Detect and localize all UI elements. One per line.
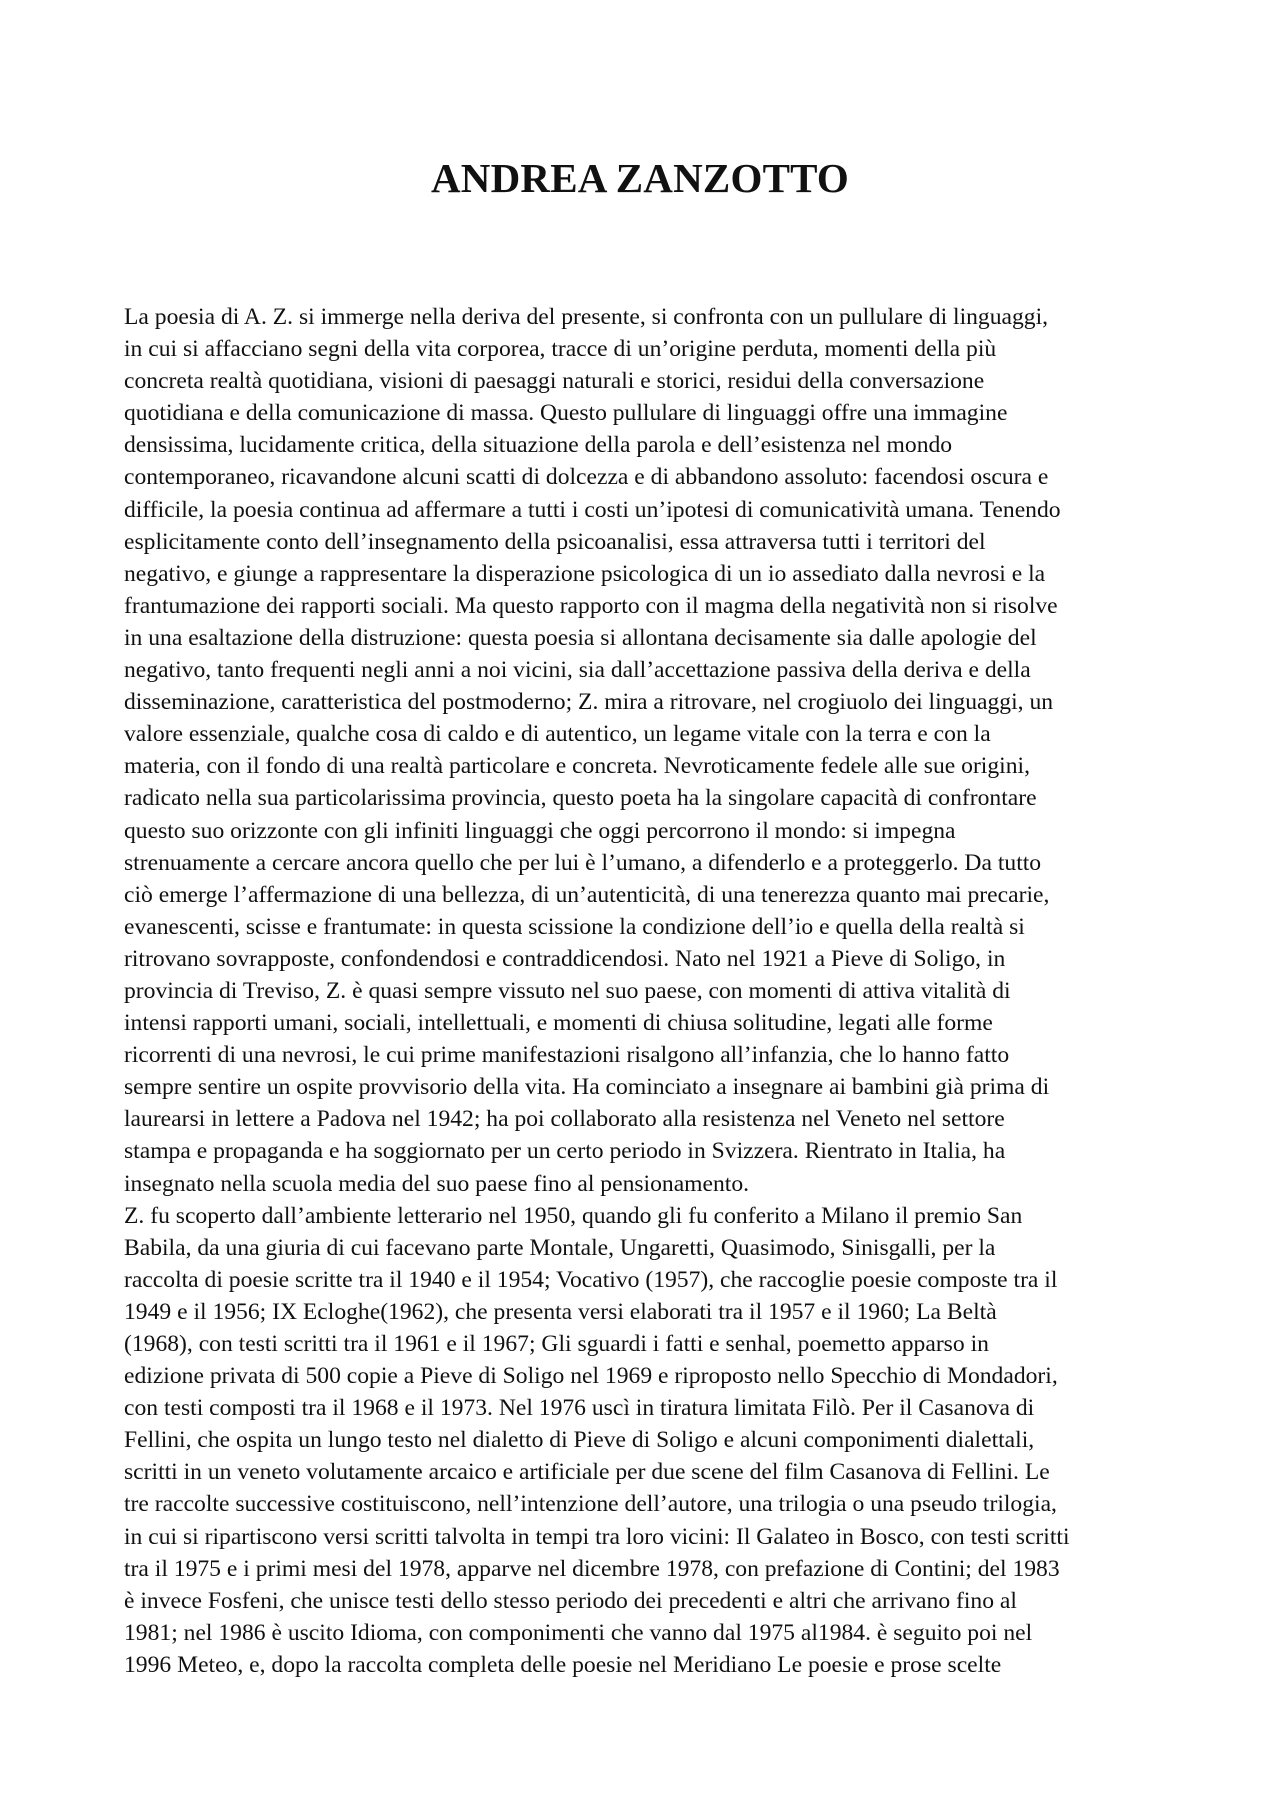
text-line: è invece Fosfeni, che unisce testi dello stesso periodo dei precedenti e altri che arrivano fino al — [124, 1587, 1017, 1614]
text-line: in cui si affacciano segni della vita corporea, tracce di un’origine perduta, momenti della più — [124, 336, 997, 363]
text-line: contemporaneo, ricavandone alcuni scatti di dolcezza e di abbandono assoluto: facendosi oscura e — [124, 464, 1049, 491]
text-line: negativo, tanto frequenti negli anni a noi vicini, sia dall’accettazione passiva della deriva e della — [124, 657, 1031, 684]
text-line: in una esaltazione della distruzione: questa poesia si allontana decisamente sia dalle apologie del — [124, 624, 1037, 651]
document-title: ANDREA ZANZOTTO — [430, 155, 850, 201]
text-line: radicato nella sua particolarissima provincia, questo poeta ha la singolare capacità di confrontare — [124, 785, 1037, 812]
text-line: tra il 1975 e i primi mesi del 1978, apparve nel dicembre 1978, con prefazione di Contini; del 1983 — [124, 1555, 1060, 1582]
text-line: 1996 Meteo, e, dopo la raccolta completa delle poesie nel Meridiano Le poesie e prose scelte — [124, 1651, 1002, 1678]
text-line: esplicitamente conto dell’insegnamento della psicoanalisi, essa attraversa tutti i territori del — [124, 528, 986, 555]
text-line: 1949 e il 1956; IX Ecloghe(1962), che presenta versi elaborati tra il 1957 e il 1960; La Beltà — [124, 1298, 997, 1325]
text-line: raccolta di poesie scritte tra il 1940 e il 1954; Vocativo (1957), che raccoglie poesie composte tra il — [124, 1266, 1058, 1293]
text-line: evanescenti, scisse e frantumate: in questa scissione la condizione dell’io e quella della realtà si — [124, 913, 1025, 940]
text-line: disseminazione, caratteristica del postmoderno; Z. mira a ritrovare, nel crogiuolo dei linguaggi, un — [124, 689, 1054, 716]
text-line: materia, con il fondo di una realtà particolare e concreta. Nevroticamente fedele alle sue origini, — [124, 753, 1030, 780]
text-line: negativo, e giunge a rappresentare la disperazione psicologica di un io assediato dalla nevrosi e la — [124, 560, 1046, 587]
document-body — [124, 301, 1174, 1681]
text-line: ricorrenti di una nevrosi, le cui prime manifestazioni risalgono all’infanzia, che lo hanno fatto — [124, 1042, 1010, 1069]
text-line: con testi composti tra il 1968 e il 1973. Nel 1976 uscì in tiratura limitata Filò. Per il Casanova di — [124, 1395, 1035, 1422]
text-line: quotidiana e della comunicazione di massa. Questo pullulare di linguaggi offre una immagine — [124, 400, 1008, 427]
text-line: concreta realtà quotidiana, visioni di paesaggi naturali e storici, residui della conversazione — [124, 368, 985, 395]
text-line: ciò emerge l’affermazione di una bellezza, di un’autenticità, di una tenerezza quanto mai precarie, — [124, 881, 1050, 908]
text-line: (1968), con testi scritti tra il 1961 e il 1967; Gli sguardi i fatti e senhal, poemetto apparso in — [124, 1331, 989, 1357]
text-line: scritti in un veneto volutamente arcaico e artificiale per due scene del film Casanova di Fellini. Le — [124, 1459, 1050, 1486]
text-line: sempre sentire un ospite provvisorio della vita. Ha cominciato a insegnare ai bambini già prima di — [124, 1074, 1050, 1101]
text-line: intensi rapporti umani, sociali, intellettuali, e momenti di chiusa solitudine, legati alle forme — [124, 1010, 993, 1037]
text-line: frantumazione dei rapporti sociali. Ma questo rapporto con il magma della negatività non si risolve — [124, 592, 1058, 619]
text-line: Babila, da una giuria di cui facevano parte Montale, Ungaretti, Quasimodo, Sinisgalli, per la — [124, 1234, 996, 1261]
text-line: La poesia di A. Z. si immerge nella deriva del presente, si confronta con un pullulare di linguaggi, — [124, 304, 1049, 330]
text-line: difficile, la poesia continua ad affermare a tutti i costi un’ipotesi di comunicatività umana. Tenendo — [124, 496, 1061, 523]
text-line: Z. fu scoperto dall’ambiente letterario nel 1950, quando gli fu conferito a Milano il premio San — [124, 1202, 1023, 1229]
text-line: strenuamente a cercare ancora quello che per lui è l’umano, a difenderlo e a proteggerlo. Da tutto — [124, 849, 1042, 876]
text-line: 1981; nel 1986 è uscito Idioma, con componimenti che vanno dal 1975 al1984. è seguito poi nel — [124, 1619, 1033, 1646]
text-line: Fellini, che ospita un lungo testo nel dialetto di Pieve di Soligo e alcuni componimenti dialettali, — [124, 1427, 1035, 1454]
text-line: edizione privata di 500 copie a Pieve di Soligo nel 1969 e riproposto nello Specchio di Mondadori, — [124, 1363, 1058, 1390]
text-line: valore essenziale, qualche cosa di caldo e di autentico, un legame vitale con la terra e con la — [124, 721, 991, 748]
text-line: insegnato nella scuola media del suo paese fino al pensionamento. — [124, 1170, 750, 1197]
text-line: stampa e propaganda e ha soggiornato per un certo periodo in Svizzera. Rientrato in Italia, ha — [124, 1138, 1006, 1165]
text-line: densissima, lucidamente critica, della situazione della parola e dell’esistenza nel mondo — [124, 432, 953, 459]
text-line: ritrovano sovrapposte, confondendosi e contraddicendosi. Nato nel 1921 a Pieve di Soligo, in — [124, 945, 1006, 972]
text-line: laurearsi in lettere a Padova nel 1942; ha poi collaborato alla resistenza nel Veneto nel settore — [124, 1106, 1005, 1133]
text-line: in cui si ripartiscono versi scritti talvolta in tempi tra loro vicini: Il Galateo in Bosco, con testi scritti — [124, 1523, 1070, 1550]
text-line: tre raccolte successive costituiscono, nell’intenzione dell’autore, una trilogia o una pseudo trilogia, — [124, 1491, 1057, 1518]
text-line: questo suo orizzonte con gli infiniti linguaggi che oggi percorrono il mondo: si impegna — [124, 817, 956, 844]
text-line: provincia di Treviso, Z. è quasi sempre vissuto nel suo paese, con momenti di attiva vitalità di — [124, 977, 1011, 1004]
